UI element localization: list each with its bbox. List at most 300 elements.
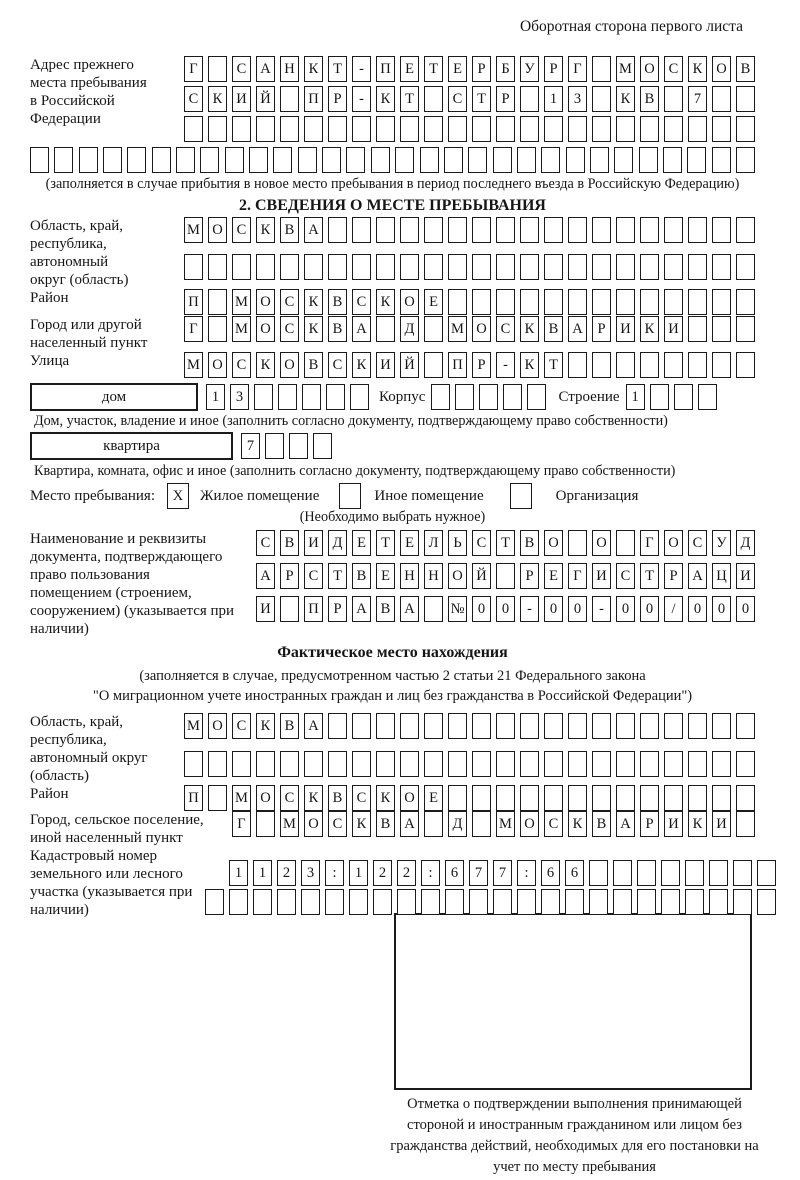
- char-cell[interactable]: [544, 254, 563, 280]
- char-cell[interactable]: О: [640, 56, 659, 82]
- char-cell[interactable]: 0: [616, 596, 635, 622]
- char-cell[interactable]: [613, 860, 632, 886]
- char-cell[interactable]: [302, 384, 321, 410]
- char-cell[interactable]: А: [400, 596, 419, 622]
- char-cell[interactable]: [280, 751, 299, 777]
- char-cell[interactable]: [376, 116, 395, 142]
- char-cell[interactable]: С: [232, 217, 251, 243]
- char-cell[interactable]: [661, 889, 680, 915]
- char-cell[interactable]: Д: [448, 811, 467, 837]
- char-cell[interactable]: М: [184, 352, 203, 378]
- char-cell[interactable]: [712, 751, 731, 777]
- char-cell[interactable]: 2: [277, 860, 296, 886]
- char-cell[interactable]: К: [568, 811, 587, 837]
- char-cell[interactable]: [352, 217, 371, 243]
- char-cell[interactable]: [256, 116, 275, 142]
- char-cell[interactable]: С: [544, 811, 563, 837]
- char-cell[interactable]: [472, 713, 491, 739]
- char-cell[interactable]: [229, 889, 248, 915]
- char-cell[interactable]: [322, 147, 341, 173]
- char-cell[interactable]: Е: [448, 56, 467, 82]
- char-cell[interactable]: 1: [626, 384, 645, 410]
- char-cell[interactable]: [280, 254, 299, 280]
- char-cell[interactable]: 1: [253, 860, 272, 886]
- char-cell[interactable]: [712, 116, 731, 142]
- char-cell[interactable]: 6: [541, 860, 560, 886]
- char-cell[interactable]: Е: [544, 563, 563, 589]
- char-cell[interactable]: А: [256, 563, 275, 589]
- char-cell[interactable]: [448, 713, 467, 739]
- char-cell[interactable]: [54, 147, 73, 173]
- char-cell[interactable]: [688, 352, 707, 378]
- char-cell[interactable]: О: [400, 785, 419, 811]
- char-cell[interactable]: [733, 889, 752, 915]
- char-cell[interactable]: [448, 785, 467, 811]
- char-cell[interactable]: С: [232, 56, 251, 82]
- char-cell[interactable]: Р: [472, 352, 491, 378]
- char-cell[interactable]: [479, 384, 498, 410]
- char-cell[interactable]: [736, 86, 755, 112]
- char-cell[interactable]: [298, 147, 317, 173]
- char-cell[interactable]: [472, 289, 491, 315]
- char-cell[interactable]: [664, 751, 683, 777]
- char-cell[interactable]: [232, 116, 251, 142]
- char-cell[interactable]: С: [304, 563, 323, 589]
- char-cell[interactable]: 7: [469, 860, 488, 886]
- char-cell[interactable]: С: [280, 785, 299, 811]
- char-cell[interactable]: В: [328, 316, 347, 342]
- char-cell[interactable]: П: [304, 86, 323, 112]
- char-cell[interactable]: [256, 254, 275, 280]
- char-cell[interactable]: [468, 147, 487, 173]
- char-cell[interactable]: [568, 713, 587, 739]
- char-cell[interactable]: [664, 116, 683, 142]
- char-cell[interactable]: [349, 889, 368, 915]
- char-cell[interactable]: К: [256, 352, 275, 378]
- char-cell[interactable]: [568, 116, 587, 142]
- char-cell[interactable]: Т: [424, 56, 443, 82]
- char-cell[interactable]: К: [376, 289, 395, 315]
- char-cell[interactable]: Ц: [712, 563, 731, 589]
- char-cell[interactable]: [496, 116, 515, 142]
- char-cell[interactable]: [688, 316, 707, 342]
- char-cell[interactable]: [637, 860, 656, 886]
- char-cell[interactable]: [688, 289, 707, 315]
- char-cell[interactable]: [664, 254, 683, 280]
- char-cell[interactable]: [328, 713, 347, 739]
- char-cell[interactable]: [376, 751, 395, 777]
- char-cell[interactable]: [448, 751, 467, 777]
- char-cell[interactable]: С: [184, 86, 203, 112]
- char-cell[interactable]: Р: [640, 811, 659, 837]
- char-cell[interactable]: [253, 889, 272, 915]
- char-cell[interactable]: С: [664, 56, 683, 82]
- char-cell[interactable]: О: [256, 289, 275, 315]
- char-cell[interactable]: Е: [376, 563, 395, 589]
- char-cell[interactable]: Й: [256, 86, 275, 112]
- char-cell[interactable]: Т: [496, 530, 515, 556]
- char-cell[interactable]: 1: [544, 86, 563, 112]
- char-cell[interactable]: [103, 147, 122, 173]
- char-cell[interactable]: [352, 116, 371, 142]
- char-cell[interactable]: О: [256, 316, 275, 342]
- char-cell[interactable]: [400, 713, 419, 739]
- char-cell[interactable]: [424, 352, 443, 378]
- char-cell[interactable]: И: [232, 86, 251, 112]
- char-cell[interactable]: О: [208, 217, 227, 243]
- char-cell[interactable]: 7: [493, 860, 512, 886]
- char-cell[interactable]: Н: [280, 56, 299, 82]
- char-cell[interactable]: Б: [496, 56, 515, 82]
- dom-box[interactable]: дом: [30, 383, 198, 411]
- char-cell[interactable]: В: [544, 316, 563, 342]
- char-cell[interactable]: [687, 147, 706, 173]
- char-cell[interactable]: №: [448, 596, 467, 622]
- char-cell[interactable]: [184, 751, 203, 777]
- char-cell[interactable]: [688, 116, 707, 142]
- char-cell[interactable]: Л: [424, 530, 443, 556]
- char-cell[interactable]: Г: [568, 56, 587, 82]
- char-cell[interactable]: Г: [232, 811, 251, 837]
- char-cell[interactable]: Е: [424, 289, 443, 315]
- char-cell[interactable]: О: [208, 713, 227, 739]
- char-cell[interactable]: [712, 86, 731, 112]
- char-cell[interactable]: [520, 254, 539, 280]
- char-cell[interactable]: М: [232, 289, 251, 315]
- char-cell[interactable]: [455, 384, 474, 410]
- char-cell[interactable]: [208, 56, 227, 82]
- char-cell[interactable]: -: [592, 596, 611, 622]
- char-cell[interactable]: М: [280, 811, 299, 837]
- char-cell[interactable]: 1: [349, 860, 368, 886]
- char-cell[interactable]: [79, 147, 98, 173]
- char-cell[interactable]: С: [328, 352, 347, 378]
- char-cell[interactable]: [424, 316, 443, 342]
- char-cell[interactable]: [127, 147, 146, 173]
- char-cell[interactable]: [445, 889, 464, 915]
- char-cell[interactable]: /: [664, 596, 683, 622]
- char-cell[interactable]: [400, 217, 419, 243]
- char-cell[interactable]: И: [712, 811, 731, 837]
- char-cell[interactable]: В: [328, 289, 347, 315]
- char-cell[interactable]: [205, 889, 224, 915]
- char-cell[interactable]: К: [256, 713, 275, 739]
- char-cell[interactable]: Г: [568, 563, 587, 589]
- char-cell[interactable]: О: [304, 811, 323, 837]
- char-cell[interactable]: 0: [712, 596, 731, 622]
- char-cell[interactable]: [712, 289, 731, 315]
- char-cell[interactable]: [736, 751, 755, 777]
- char-cell[interactable]: [616, 713, 635, 739]
- char-cell[interactable]: [650, 384, 669, 410]
- char-cell[interactable]: Р: [520, 563, 539, 589]
- char-cell[interactable]: [640, 289, 659, 315]
- char-cell[interactable]: П: [184, 785, 203, 811]
- char-cell[interactable]: 3: [568, 86, 587, 112]
- char-cell[interactable]: [469, 889, 488, 915]
- char-cell[interactable]: С: [232, 352, 251, 378]
- char-cell[interactable]: [265, 433, 284, 459]
- char-cell[interactable]: [208, 751, 227, 777]
- char-cell[interactable]: Т: [328, 56, 347, 82]
- char-cell[interactable]: [421, 889, 440, 915]
- char-cell[interactable]: [590, 147, 609, 173]
- char-cell[interactable]: О: [256, 785, 275, 811]
- char-cell[interactable]: П: [448, 352, 467, 378]
- char-cell[interactable]: [712, 713, 731, 739]
- char-cell[interactable]: [663, 147, 682, 173]
- char-cell[interactable]: [616, 751, 635, 777]
- char-cell[interactable]: [208, 785, 227, 811]
- char-cell[interactable]: О: [664, 530, 683, 556]
- char-cell[interactable]: [664, 289, 683, 315]
- char-cell[interactable]: [589, 860, 608, 886]
- char-cell[interactable]: [325, 889, 344, 915]
- char-cell[interactable]: [346, 147, 365, 173]
- char-cell[interactable]: [592, 217, 611, 243]
- char-cell[interactable]: -: [496, 352, 515, 378]
- char-cell[interactable]: [152, 147, 171, 173]
- char-cell[interactable]: [566, 147, 585, 173]
- char-cell[interactable]: :: [421, 860, 440, 886]
- char-cell[interactable]: Г: [184, 56, 203, 82]
- char-cell[interactable]: [592, 86, 611, 112]
- char-cell[interactable]: В: [520, 530, 539, 556]
- char-cell[interactable]: [712, 147, 731, 173]
- char-cell[interactable]: [395, 147, 414, 173]
- char-cell[interactable]: [565, 889, 584, 915]
- char-cell[interactable]: [568, 352, 587, 378]
- char-cell[interactable]: Р: [592, 316, 611, 342]
- char-cell[interactable]: [592, 785, 611, 811]
- char-cell[interactable]: [674, 384, 693, 410]
- char-cell[interactable]: [208, 116, 227, 142]
- char-cell[interactable]: [733, 860, 752, 886]
- char-cell[interactable]: [424, 86, 443, 112]
- char-cell[interactable]: [496, 217, 515, 243]
- char-cell[interactable]: [688, 254, 707, 280]
- char-cell[interactable]: [712, 352, 731, 378]
- char-cell[interactable]: [30, 147, 49, 173]
- char-cell[interactable]: У: [520, 56, 539, 82]
- char-cell[interactable]: [496, 563, 515, 589]
- char-cell[interactable]: К: [688, 56, 707, 82]
- char-cell[interactable]: [225, 147, 244, 173]
- char-cell[interactable]: К: [376, 785, 395, 811]
- char-cell[interactable]: О: [280, 352, 299, 378]
- char-cell[interactable]: П: [304, 596, 323, 622]
- char-cell[interactable]: О: [448, 563, 467, 589]
- char-cell[interactable]: [517, 147, 536, 173]
- char-cell[interactable]: Р: [544, 56, 563, 82]
- char-cell[interactable]: [352, 713, 371, 739]
- checkbox-organizatsiya[interactable]: [510, 483, 532, 509]
- char-cell[interactable]: [517, 889, 536, 915]
- char-cell[interactable]: [400, 116, 419, 142]
- char-cell[interactable]: [688, 785, 707, 811]
- char-cell[interactable]: Р: [328, 596, 347, 622]
- char-cell[interactable]: Е: [424, 785, 443, 811]
- char-cell[interactable]: Н: [400, 563, 419, 589]
- char-cell[interactable]: [688, 751, 707, 777]
- char-cell[interactable]: И: [664, 316, 683, 342]
- char-cell[interactable]: В: [280, 217, 299, 243]
- char-cell[interactable]: [371, 147, 390, 173]
- char-cell[interactable]: [520, 289, 539, 315]
- char-cell[interactable]: [400, 751, 419, 777]
- char-cell[interactable]: [376, 217, 395, 243]
- char-cell[interactable]: О: [400, 289, 419, 315]
- char-cell[interactable]: [444, 147, 463, 173]
- char-cell[interactable]: 0: [568, 596, 587, 622]
- char-cell[interactable]: В: [328, 785, 347, 811]
- char-cell[interactable]: [544, 785, 563, 811]
- char-cell[interactable]: К: [208, 86, 227, 112]
- char-cell[interactable]: И: [376, 352, 395, 378]
- char-cell[interactable]: [350, 384, 369, 410]
- char-cell[interactable]: О: [712, 56, 731, 82]
- char-cell[interactable]: [544, 116, 563, 142]
- char-cell[interactable]: [589, 889, 608, 915]
- char-cell[interactable]: В: [376, 596, 395, 622]
- char-cell[interactable]: М: [232, 785, 251, 811]
- char-cell[interactable]: [376, 713, 395, 739]
- char-cell[interactable]: [424, 217, 443, 243]
- char-cell[interactable]: -: [352, 86, 371, 112]
- char-cell[interactable]: [352, 254, 371, 280]
- char-cell[interactable]: [592, 751, 611, 777]
- char-cell[interactable]: Г: [640, 530, 659, 556]
- char-cell[interactable]: [326, 384, 345, 410]
- char-cell[interactable]: [544, 751, 563, 777]
- char-cell[interactable]: В: [640, 86, 659, 112]
- char-cell[interactable]: [736, 811, 755, 837]
- char-cell[interactable]: К: [616, 86, 635, 112]
- char-cell[interactable]: [280, 596, 299, 622]
- char-cell[interactable]: [280, 86, 299, 112]
- char-cell[interactable]: [640, 352, 659, 378]
- char-cell[interactable]: [472, 785, 491, 811]
- char-cell[interactable]: [709, 889, 728, 915]
- char-cell[interactable]: В: [352, 563, 371, 589]
- char-cell[interactable]: [176, 147, 195, 173]
- char-cell[interactable]: [520, 217, 539, 243]
- char-cell[interactable]: :: [517, 860, 536, 886]
- char-cell[interactable]: [352, 751, 371, 777]
- char-cell[interactable]: С: [256, 530, 275, 556]
- char-cell[interactable]: 6: [565, 860, 584, 886]
- char-cell[interactable]: С: [472, 530, 491, 556]
- char-cell[interactable]: [232, 751, 251, 777]
- char-cell[interactable]: [289, 433, 308, 459]
- char-cell[interactable]: [688, 713, 707, 739]
- char-cell[interactable]: А: [616, 811, 635, 837]
- char-cell[interactable]: [616, 785, 635, 811]
- char-cell[interactable]: С: [328, 811, 347, 837]
- char-cell[interactable]: И: [304, 530, 323, 556]
- char-cell[interactable]: [496, 254, 515, 280]
- char-cell[interactable]: [685, 889, 704, 915]
- char-cell[interactable]: К: [304, 785, 323, 811]
- char-cell[interactable]: [472, 116, 491, 142]
- char-cell[interactable]: А: [352, 316, 371, 342]
- char-cell[interactable]: В: [280, 713, 299, 739]
- char-cell[interactable]: О: [208, 352, 227, 378]
- char-cell[interactable]: [520, 751, 539, 777]
- char-cell[interactable]: В: [736, 56, 755, 82]
- char-cell[interactable]: Р: [496, 86, 515, 112]
- char-cell[interactable]: [616, 352, 635, 378]
- char-cell[interactable]: А: [256, 56, 275, 82]
- char-cell[interactable]: [313, 433, 332, 459]
- char-cell[interactable]: [304, 254, 323, 280]
- char-cell[interactable]: У: [712, 530, 731, 556]
- char-cell[interactable]: [328, 217, 347, 243]
- char-cell[interactable]: [736, 316, 755, 342]
- char-cell[interactable]: Р: [328, 86, 347, 112]
- char-cell[interactable]: М: [184, 217, 203, 243]
- char-cell[interactable]: [520, 116, 539, 142]
- char-cell[interactable]: К: [520, 352, 539, 378]
- char-cell[interactable]: Н: [424, 563, 443, 589]
- char-cell[interactable]: В: [304, 352, 323, 378]
- char-cell[interactable]: [208, 289, 227, 315]
- char-cell[interactable]: [592, 254, 611, 280]
- char-cell[interactable]: И: [664, 811, 683, 837]
- char-cell[interactable]: К: [640, 316, 659, 342]
- char-cell[interactable]: [736, 254, 755, 280]
- char-cell[interactable]: [493, 147, 512, 173]
- char-cell[interactable]: С: [352, 289, 371, 315]
- char-cell[interactable]: 3: [230, 384, 249, 410]
- char-cell[interactable]: 0: [544, 596, 563, 622]
- char-cell[interactable]: [640, 217, 659, 243]
- char-cell[interactable]: [400, 254, 419, 280]
- char-cell[interactable]: [640, 785, 659, 811]
- char-cell[interactable]: [688, 217, 707, 243]
- char-cell[interactable]: В: [280, 530, 299, 556]
- char-cell[interactable]: [301, 889, 320, 915]
- char-cell[interactable]: [424, 116, 443, 142]
- char-cell[interactable]: [664, 713, 683, 739]
- char-cell[interactable]: И: [616, 316, 635, 342]
- char-cell[interactable]: [520, 86, 539, 112]
- char-cell[interactable]: [424, 751, 443, 777]
- char-cell[interactable]: 2: [397, 860, 416, 886]
- char-cell[interactable]: [304, 751, 323, 777]
- char-cell[interactable]: Й: [400, 352, 419, 378]
- char-cell[interactable]: [712, 217, 731, 243]
- char-cell[interactable]: 2: [373, 860, 392, 886]
- char-cell[interactable]: [544, 217, 563, 243]
- char-cell[interactable]: К: [688, 811, 707, 837]
- checkbox-inoe-pomeshchenie[interactable]: [339, 483, 361, 509]
- char-cell[interactable]: [616, 217, 635, 243]
- char-cell[interactable]: [685, 860, 704, 886]
- char-cell[interactable]: [616, 289, 635, 315]
- char-cell[interactable]: [568, 530, 587, 556]
- char-cell[interactable]: [664, 86, 683, 112]
- char-cell[interactable]: [527, 384, 546, 410]
- char-cell[interactable]: В: [592, 811, 611, 837]
- char-cell[interactable]: [541, 147, 560, 173]
- char-cell[interactable]: [249, 147, 268, 173]
- char-cell[interactable]: [254, 384, 273, 410]
- char-cell[interactable]: [736, 289, 755, 315]
- char-cell[interactable]: [736, 352, 755, 378]
- char-cell[interactable]: [664, 217, 683, 243]
- char-cell[interactable]: 0: [736, 596, 755, 622]
